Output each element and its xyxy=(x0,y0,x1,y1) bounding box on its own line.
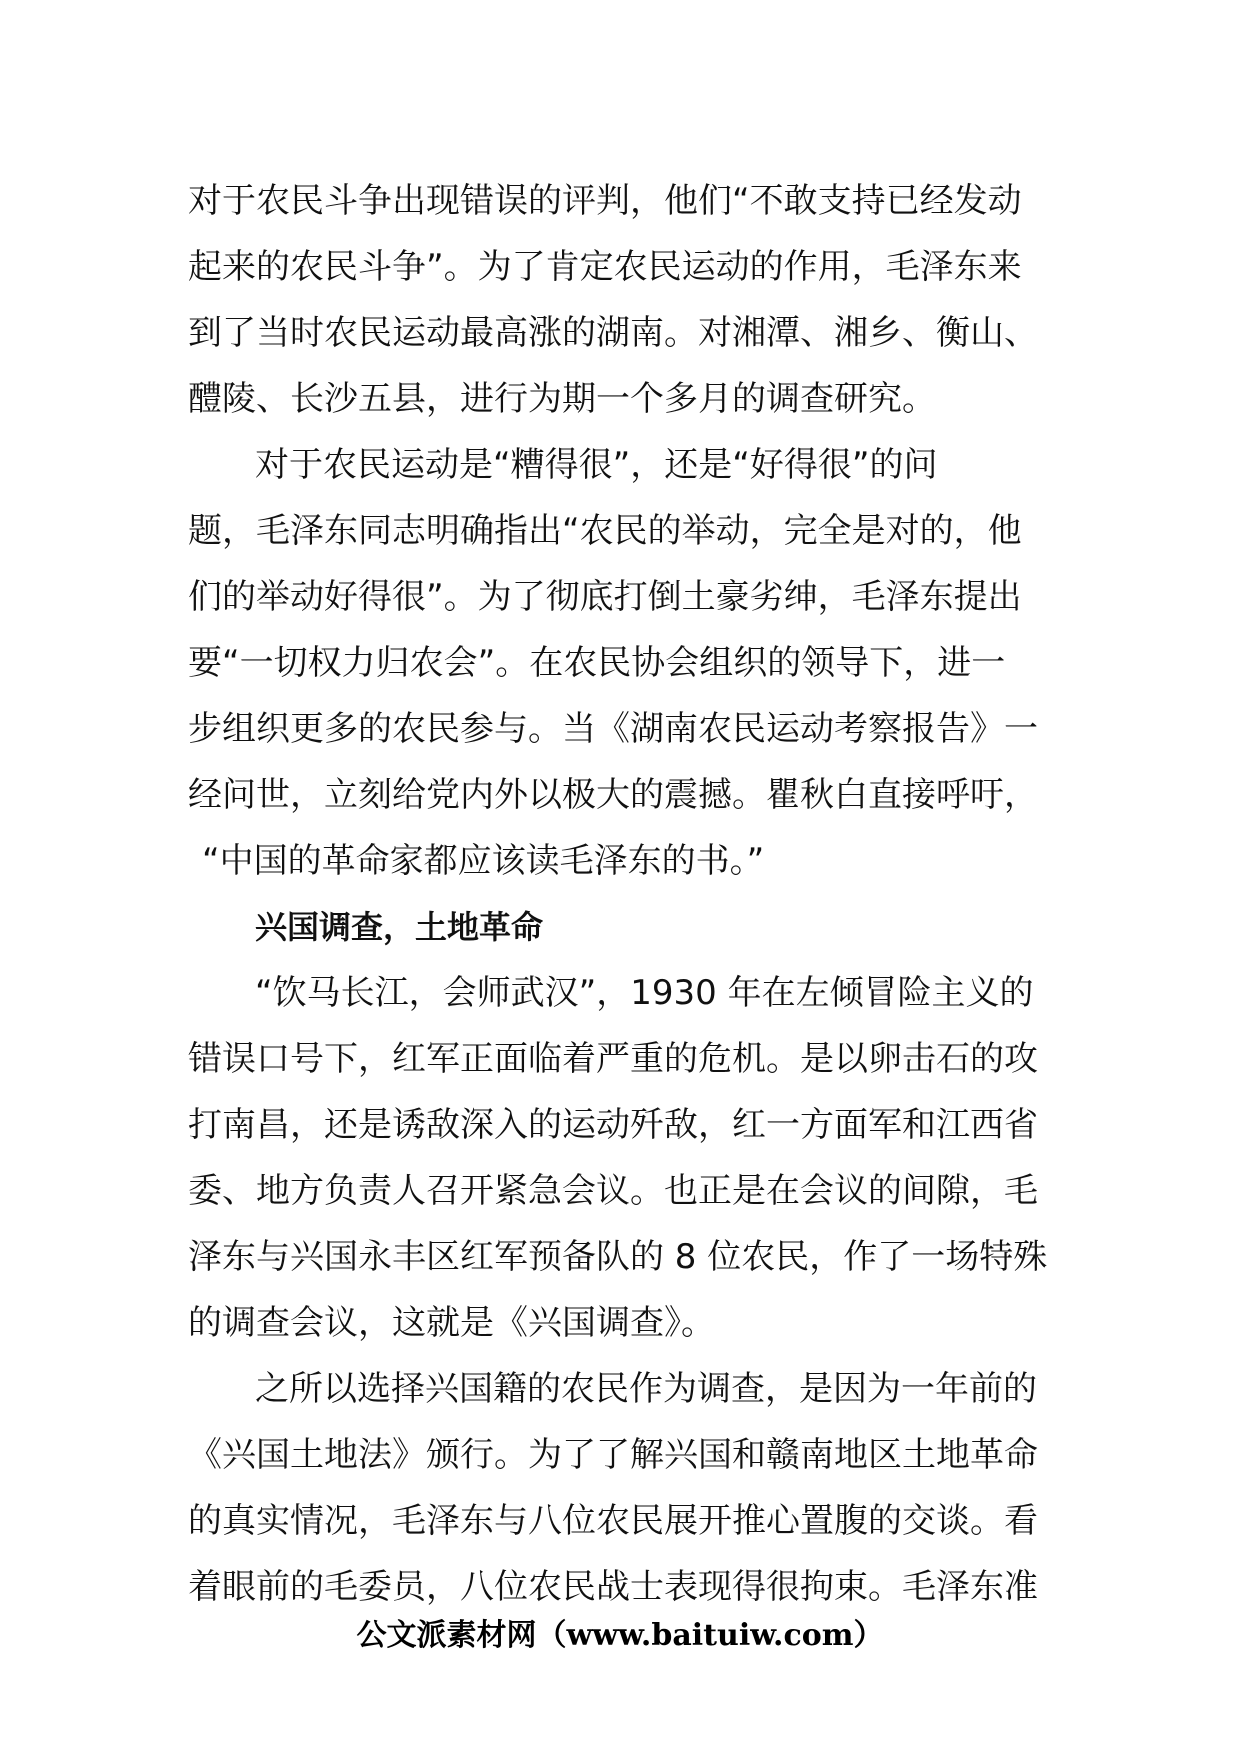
paragraph-line: 题，毛泽东同志明确指出“农民的举动，完全是对的，他 xyxy=(188,511,1022,551)
paragraph-line: 步组织更多的农民参与。当《湖南农民运动考察报告》一 xyxy=(188,709,1038,749)
paragraph-line: 们的举动好得很”。为了彻底打倒土豪劣绅，毛泽东提出 xyxy=(188,577,1022,617)
paragraph-line: 醴陵、长沙五县，进行为期一个多月的调查研究。 xyxy=(188,379,936,419)
paragraph-line: 到了当时农民运动最高涨的湖南。对湘潭、湘乡、衡山、 xyxy=(188,313,1038,353)
paragraph-line: 要“一切权力归农会”。在农民协会组织的领导下，进一 xyxy=(188,643,1006,683)
footer-watermark: 公文派素材网（www.baituiw.com） xyxy=(356,1618,884,1653)
paragraph-line: 打南昌，还是诱敌深入的运动歼敌，红一方面军和江西省 xyxy=(188,1105,1038,1145)
paragraph-line: 之所以选择兴国籍的农民作为调查，是因为一年前的 xyxy=(255,1369,1037,1409)
paragraph-line: 委、地方负责人召开紧急会议。也正是在会议的间隙，毛 xyxy=(188,1171,1038,1211)
paragraph-line: 对于农民运动是“糟得很”，还是“好得很”的问 xyxy=(255,445,938,485)
paragraph-line: 错误口号下，红军正面临着严重的危机。是以卵击石的攻 xyxy=(188,1039,1038,1079)
paragraph-line: 《兴国土地法》颁行。为了了解兴国和赣南地区土地革命 xyxy=(188,1435,1038,1475)
document-body xyxy=(188,168,1064,1620)
paragraph-line: 对于农民斗争出现错误的评判，他们“不敢支持已经发动 xyxy=(188,181,1022,221)
paragraph-line: “中国的革命家都应该读毛泽东的书。” xyxy=(202,841,765,881)
paragraph-line: 经问世，立刻给党内外以极大的震撼。瞿秋白直接呼吁， xyxy=(188,775,1038,815)
paragraph-line: 着眼前的毛委员，八位农民战士表现得很拘束。毛泽东准 xyxy=(188,1567,1038,1607)
paragraph-line: 的真实情况，毛泽东与八位农民展开推心置腹的交谈。看 xyxy=(188,1501,1038,1541)
section-heading: 兴国调查，土地革命 xyxy=(255,908,544,946)
paragraph-line: 起来的农民斗争”。为了肯定农民运动的作用，毛泽东来 xyxy=(188,247,1022,287)
paragraph-line: 的调查会议，这就是《兴国调查》。 xyxy=(188,1303,715,1343)
paragraph-line: “饮马长江，会师武汉”，1930 年在左倾冒险主义的 xyxy=(255,973,1034,1013)
paragraph-line: 泽东与兴国永丰区红军预备队的 8 位农民，作了一场特殊 xyxy=(188,1237,1048,1277)
